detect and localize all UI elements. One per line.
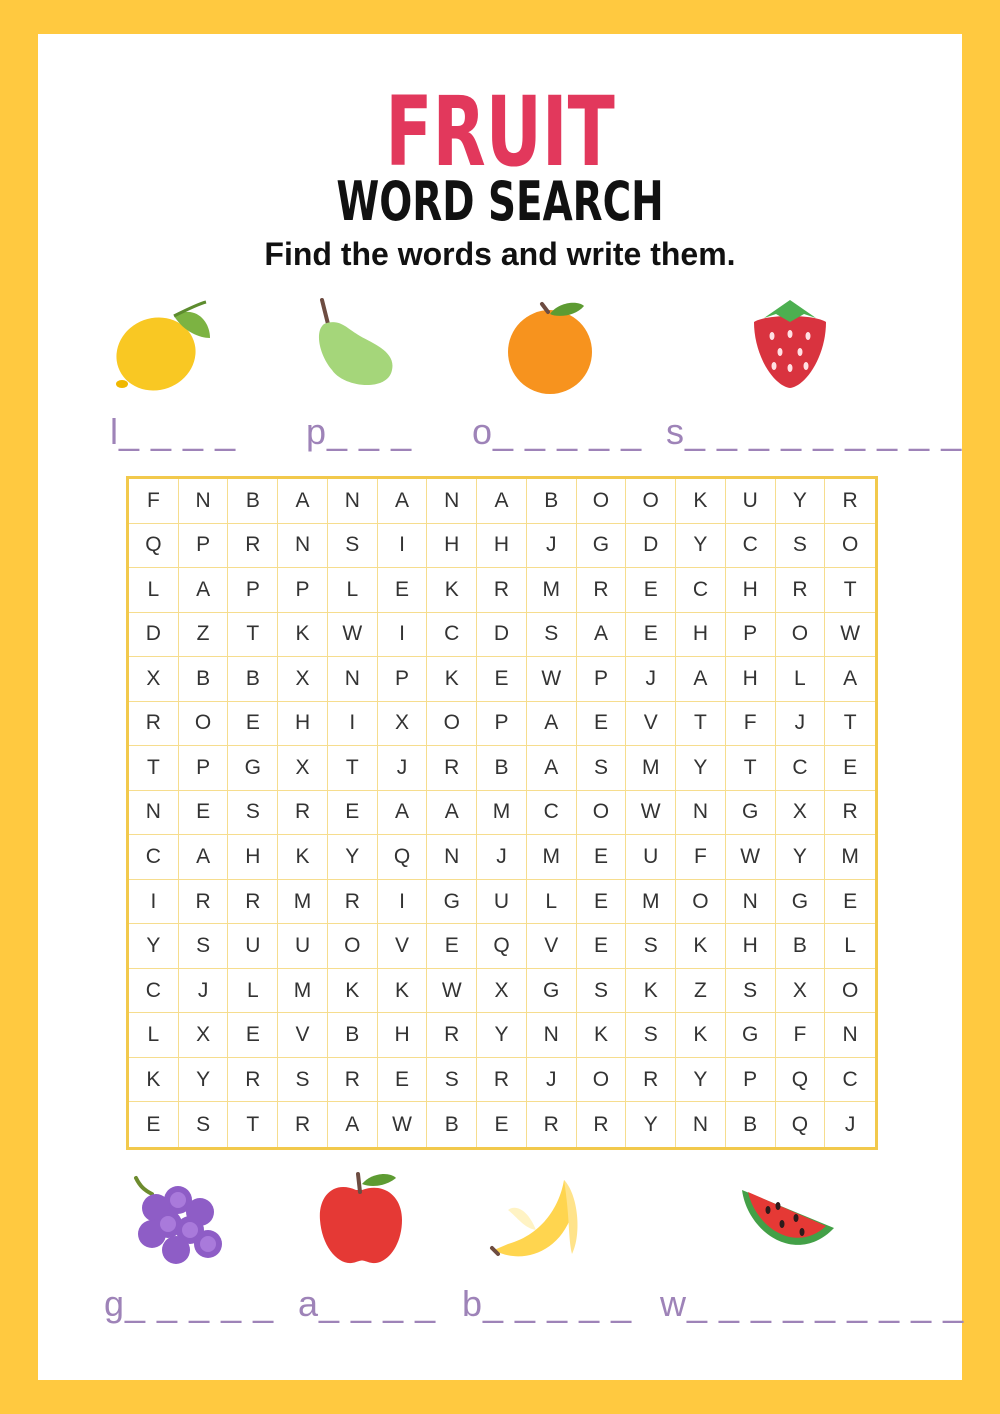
grid-cell: E [228, 702, 278, 747]
grid-cell: A [477, 479, 527, 524]
grapes-icon [128, 1172, 228, 1272]
grid-cell: J [776, 702, 826, 747]
grid-cell: B [477, 746, 527, 791]
grid-cell: R [228, 1058, 278, 1103]
grid-cell: K [278, 835, 328, 880]
grid-cell: A [527, 702, 577, 747]
hint-lemon: l_ _ _ _ [110, 411, 237, 452]
hint-apple: a_ _ _ _ [298, 1283, 437, 1324]
grid-cell: L [527, 880, 577, 925]
grid-cell: A [427, 791, 477, 836]
grid-cell: E [825, 880, 875, 925]
grid-cell: C [676, 568, 726, 613]
grid-cell: A [179, 568, 229, 613]
page-subtitle: WORD SEARCH [336, 170, 664, 233]
grid-cell: Q [477, 924, 527, 969]
grid-cell: L [776, 657, 826, 702]
grid-cell: H [278, 702, 328, 747]
grid-cell: S [577, 746, 627, 791]
grid-cell: X [477, 969, 527, 1014]
grid-cell: S [228, 791, 278, 836]
grid-cell: O [577, 791, 627, 836]
grid-cell: E [427, 924, 477, 969]
grid-cell: T [228, 613, 278, 658]
grid-cell: H [726, 924, 776, 969]
grid-cell: L [129, 568, 179, 613]
grid-cell: E [228, 1013, 278, 1058]
grid-cell: H [726, 568, 776, 613]
grid-cell: I [378, 880, 428, 925]
grid-cell: P [179, 524, 229, 569]
grid-cell: G [527, 969, 577, 1014]
grid-cell: S [278, 1058, 328, 1103]
grid-cell: A [378, 791, 428, 836]
apple-icon [316, 1170, 406, 1270]
grid-cell: P [726, 613, 776, 658]
grid-cell: G [776, 880, 826, 925]
grid-cell: F [676, 835, 726, 880]
grid-cell: K [676, 479, 726, 524]
grid-cell: O [577, 479, 627, 524]
pear-icon [310, 296, 400, 392]
grid-cell: V [278, 1013, 328, 1058]
grid-cell: S [776, 524, 826, 569]
grid-cell: T [825, 568, 875, 613]
grid-cell: R [228, 524, 278, 569]
grid-cell: Y [676, 524, 726, 569]
grid-cell: L [328, 568, 378, 613]
grid-cell: B [228, 657, 278, 702]
grid-cell: B [179, 657, 229, 702]
grid-cell: R [328, 1058, 378, 1103]
grid-cell: Y [776, 479, 826, 524]
grid-cell: Y [676, 746, 726, 791]
grid-cell: R [477, 568, 527, 613]
grid-cell: A [825, 657, 875, 702]
grid-cell: S [179, 1102, 229, 1147]
grid-cell: J [527, 1058, 577, 1103]
grid-cell: R [278, 1102, 328, 1147]
grid-cell: O [179, 702, 229, 747]
grid-cell: L [825, 924, 875, 969]
grid-cell: S [726, 969, 776, 1014]
grid-cell: N [179, 479, 229, 524]
grid-cell: B [527, 479, 577, 524]
grid-cell: P [726, 1058, 776, 1103]
grid-cell: E [626, 613, 676, 658]
grid-cell: T [228, 1102, 278, 1147]
grid-cell: E [477, 1102, 527, 1147]
grid-cell: A [278, 479, 328, 524]
grid-cell: H [477, 524, 527, 569]
grid-cell: B [328, 1013, 378, 1058]
grid-cell: N [328, 657, 378, 702]
grid-cell: E [577, 924, 627, 969]
hint-watermelon: w_ _ _ _ _ _ _ _ _ [660, 1283, 965, 1324]
grid-cell: Q [378, 835, 428, 880]
grid-cell: G [726, 1013, 776, 1058]
word-search-grid [126, 476, 878, 1150]
grid-cell: E [577, 835, 627, 880]
grid-cell: R [825, 791, 875, 836]
grid-cell: U [626, 835, 676, 880]
grid-cell: Y [129, 924, 179, 969]
grid-cell: J [844, 1112, 856, 1136]
grid-cell: M [278, 969, 328, 1014]
grid-cell: E [577, 880, 627, 925]
grid-cell: W [378, 1102, 428, 1147]
grid-cell: R [328, 880, 378, 925]
grid-cell: W [427, 969, 477, 1014]
grid-cell: N [726, 880, 776, 925]
grid-cell: E [129, 1102, 179, 1147]
grid-cell: R [776, 568, 826, 613]
grid-cell: J [378, 746, 428, 791]
grid-cell: X [776, 791, 826, 836]
grid-cell: K [676, 1013, 726, 1058]
grid-cell: R [577, 1102, 627, 1147]
grid-cell: K [328, 969, 378, 1014]
grid-cell: D [626, 524, 676, 569]
grid-cell: U [477, 880, 527, 925]
grid-cell: B [776, 924, 826, 969]
hint-strawberry: s_ _ _ _ _ _ _ _ _ [666, 411, 963, 452]
grid-cell: Y [626, 1102, 676, 1147]
grid-cell: S [427, 1058, 477, 1103]
grid-cell: X [776, 969, 826, 1014]
grid-cell: W [527, 657, 577, 702]
grid-cell: O [577, 1058, 627, 1103]
grid-cell: R [427, 746, 477, 791]
grid-cell: Z [179, 613, 229, 658]
grid-cell: F [129, 479, 179, 524]
grid-cell: N [676, 791, 726, 836]
grid-cell: V [378, 924, 428, 969]
grid-cell: X [278, 746, 328, 791]
grid-cell: M [825, 835, 875, 880]
grid-cell: H [378, 1013, 428, 1058]
grid-cell: K [676, 924, 726, 969]
grid-cell: S [527, 613, 577, 658]
grid-cell: R [626, 1058, 676, 1103]
grid-cell: R [527, 1102, 577, 1147]
grid-cell: N [676, 1102, 726, 1147]
grid-cell: M [527, 568, 577, 613]
grid-cell: W [328, 613, 378, 658]
grid-cell: D [477, 613, 527, 658]
grid-cell: K [427, 568, 477, 613]
grid-cell: W [825, 613, 875, 658]
strawberry-icon [744, 296, 834, 392]
grid-cell: Q [129, 524, 179, 569]
grid-cell: Y [477, 1013, 527, 1058]
grid-cell: R [179, 880, 229, 925]
grid-cell: C [726, 524, 776, 569]
grid-cell: T [825, 702, 875, 747]
grid-cell: U [228, 924, 278, 969]
orange-icon [498, 298, 598, 398]
hint-grapes: g_ _ _ _ _ [104, 1283, 275, 1324]
grid-cell: B [427, 1102, 477, 1147]
grid-cell: J [477, 835, 527, 880]
grid-cell: T [676, 702, 726, 747]
grid-cell: F [776, 1013, 826, 1058]
grid-cell: A [577, 613, 627, 658]
grid-cell: P [179, 746, 229, 791]
grid-cell: H [676, 613, 726, 658]
grid-cell: J [626, 657, 676, 702]
grid-cell: F [726, 702, 776, 747]
grid-cell: S [577, 969, 627, 1014]
grid-cell: U [726, 479, 776, 524]
grid-cell: N [427, 835, 477, 880]
grid-cell: X [278, 657, 328, 702]
hint-orange: o_ _ _ _ _ [472, 411, 643, 452]
grid-cell: U [278, 924, 328, 969]
grid-cell: S [328, 524, 378, 569]
grid-cell: G [427, 880, 477, 925]
grid-cell: G [228, 746, 278, 791]
grid-cell: I [378, 524, 428, 569]
watermelon-icon [738, 1184, 838, 1260]
grid-cell: E [179, 791, 229, 836]
grid-cell: E [477, 657, 527, 702]
grid-cell: G [577, 524, 627, 569]
grid-cell: B [726, 1102, 776, 1147]
grid-cell: O [776, 613, 826, 658]
grid-cell: O [825, 524, 875, 569]
grid-cell: E [577, 702, 627, 747]
grid-cell: J [527, 524, 577, 569]
grid-cell: E [626, 568, 676, 613]
grid-cell: C [776, 746, 826, 791]
grid-cell: O [427, 702, 477, 747]
grid-cell: V [527, 924, 577, 969]
grid-cell: M [278, 880, 328, 925]
grid-cell: K [278, 613, 328, 658]
grid-cell: P [378, 657, 428, 702]
grid-cell: A [378, 479, 428, 524]
grid-cell: K [626, 969, 676, 1014]
grid-cell: R [825, 479, 875, 524]
grid-cell: I [378, 613, 428, 658]
grid-cell: K [577, 1013, 627, 1058]
hint-pear: p_ _ _ [306, 411, 413, 452]
grid-cell: I [328, 702, 378, 747]
grid-cell: C [129, 969, 179, 1014]
grid-cell: R [278, 791, 328, 836]
grid-cell: H [228, 835, 278, 880]
grid-cell: X [179, 1013, 229, 1058]
grid-cell: Q [776, 1102, 826, 1147]
grid-cell: X [129, 657, 179, 702]
grid-cell: A [179, 835, 229, 880]
grid-cell: M [477, 791, 527, 836]
grid-cell: S [179, 924, 229, 969]
grid-cell: L [129, 1013, 179, 1058]
grid-cell: A [676, 657, 726, 702]
grid-cell: H [726, 657, 776, 702]
grid-cell: P [577, 657, 627, 702]
grid-cell: O [676, 880, 726, 925]
grid-cell: C [825, 1058, 875, 1103]
grid-cell: X [378, 702, 428, 747]
grid-cell: E [825, 746, 875, 791]
grid-cell: J [179, 969, 229, 1014]
page-title: FRUIT [385, 76, 615, 188]
grid-cell: A [328, 1102, 378, 1147]
grid-cell: K [378, 969, 428, 1014]
grid-cell: T [129, 746, 179, 791]
grid-cell: E [378, 1058, 428, 1103]
grid-cell: Z [676, 969, 726, 1014]
worksheet-page [38, 34, 965, 1380]
grid-cell: L [228, 969, 278, 1014]
grid-cell: Q [776, 1058, 826, 1103]
grid-cell: T [726, 746, 776, 791]
grid-cell: K [427, 657, 477, 702]
grid-cell: G [726, 791, 776, 836]
grid-cell: C [129, 835, 179, 880]
grid-cell: E [378, 568, 428, 613]
grid-cell: R [427, 1013, 477, 1058]
grid-cell: P [477, 702, 527, 747]
grid-cell: S [626, 1013, 676, 1058]
grid-cell: M [626, 880, 676, 925]
grid-cell: C [427, 613, 477, 658]
grid-cell: W [726, 835, 776, 880]
hint-banana: b_ _ _ _ _ [462, 1283, 633, 1324]
grid-cell: C [527, 791, 577, 836]
grid-cell: Y [676, 1058, 726, 1103]
grid-cell: P [228, 568, 278, 613]
grid-cell: E [328, 791, 378, 836]
grid-cell: H [427, 524, 477, 569]
grid-cell: N [825, 1013, 875, 1058]
grid-cell: Y [179, 1058, 229, 1103]
grid-cell: R [577, 568, 627, 613]
lemon-icon [114, 298, 214, 394]
grid-cell: R [129, 702, 179, 747]
instructions: Find the words and write them. [264, 236, 736, 272]
grid-cell: M [626, 746, 676, 791]
grid-cell: Y [328, 835, 378, 880]
grid-cell: N [427, 479, 477, 524]
grid-cell: O [328, 924, 378, 969]
grid-cell: S [626, 924, 676, 969]
grid-cell: A [527, 746, 577, 791]
grid-cell: O [825, 969, 875, 1014]
grid-cell: P [278, 568, 328, 613]
grid-cell: N [527, 1013, 577, 1058]
grid-cell: T [328, 746, 378, 791]
grid-cell: R [228, 880, 278, 925]
grid-cell: N [278, 524, 328, 569]
grid-cell: B [228, 479, 278, 524]
grid-cell: I [129, 880, 179, 925]
grid-cell: D [129, 613, 179, 658]
grid-cell: N [328, 479, 378, 524]
grid-cell: Y [776, 835, 826, 880]
grid-cell: O [626, 479, 676, 524]
banana-icon [488, 1174, 588, 1270]
grid-cell: R [477, 1058, 527, 1103]
grid-cell: V [626, 702, 676, 747]
grid-cell: W [626, 791, 676, 836]
grid-cell: N [129, 791, 179, 836]
grid-cell: K [129, 1058, 179, 1103]
grid-cell: M [527, 835, 577, 880]
